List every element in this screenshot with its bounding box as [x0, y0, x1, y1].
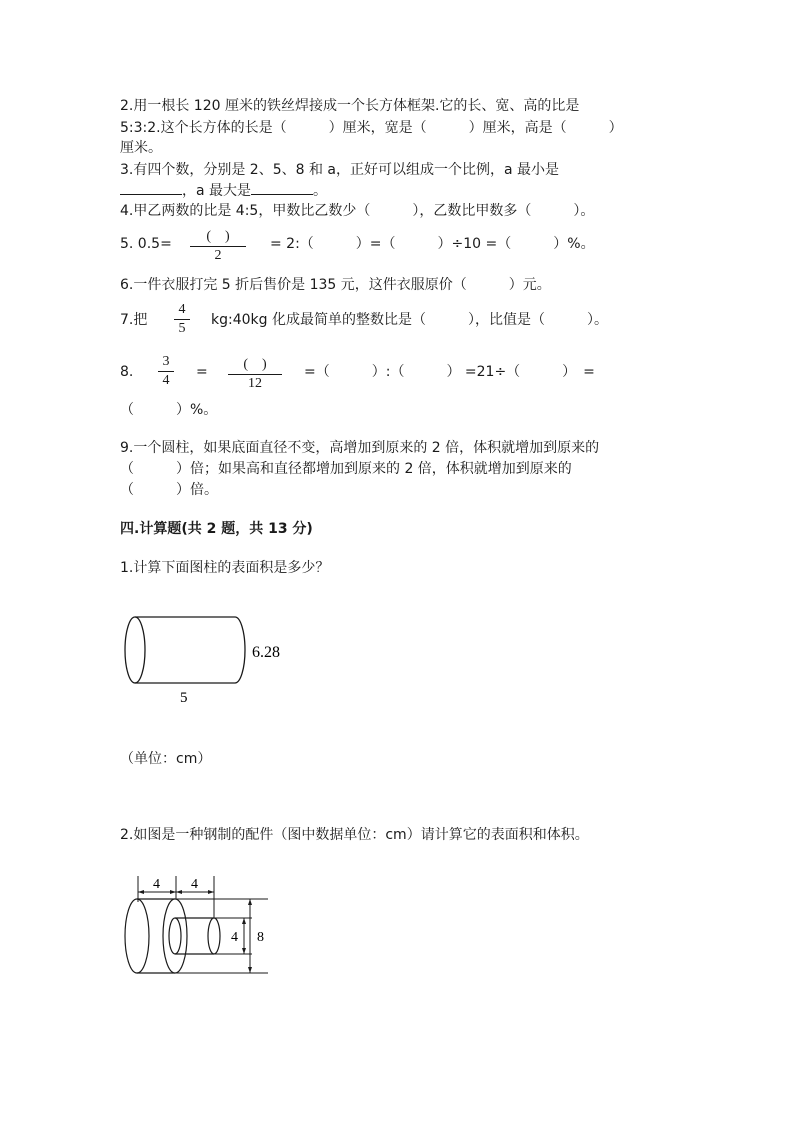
dim-label-inner: 4: [231, 930, 238, 945]
q5-prefix: 5. 0.5=: [120, 236, 172, 252]
steel-part-diagram: [118, 872, 278, 982]
q8-line2: （ ）%。: [120, 402, 218, 418]
q2-line3: 厘米。: [120, 140, 162, 156]
q6-text: 6.一件衣服打完 5 折后售价是 135 元，这件衣服原价（ ）元。: [120, 277, 551, 293]
q8-fraction-2: [228, 357, 282, 392]
q5-fraction: [190, 229, 246, 264]
cylinder-left-face: [125, 617, 145, 683]
dim-label-b: 4: [191, 877, 198, 892]
dim-label-outer: 8: [257, 930, 264, 945]
q2-line1: 2.用一根长 120 厘米的铁丝焊接成一个长方体框架.它的长、宽、高的比是: [120, 98, 580, 114]
q7-frac-den: 5: [178, 321, 186, 336]
q7-fraction: [174, 302, 190, 337]
arrow-head: [248, 967, 252, 973]
answer-blank[interactable]: [251, 180, 313, 195]
arrow-head: [170, 890, 176, 894]
q8-equals: =: [196, 364, 208, 380]
section-heading: 四.计算题(共 2 题，共 13 分): [120, 521, 313, 537]
q3-line2: [120, 180, 327, 201]
q7-suffix: kg:40kg 化成最简单的整数比是（ ），比值是（ ）。: [211, 312, 608, 328]
arrow-head: [242, 918, 246, 924]
q5-frac-den: 2: [214, 248, 222, 263]
q8-frac1-den: 4: [162, 373, 170, 388]
large-cylinder-left-face: [125, 899, 149, 973]
q8-frac2-num: ( ): [243, 357, 267, 372]
small-cylinder-right-face: [208, 918, 220, 954]
q4-text: 4.甲乙两数的比是 4:5，甲数比乙数少（ ），乙数比甲数多（ ）。: [120, 203, 595, 219]
q8-frac1-num: 3: [162, 354, 170, 369]
cylinder-diameter-label: 6.28: [252, 644, 280, 661]
q7-frac-num: 4: [178, 302, 186, 317]
arrow-head: [242, 948, 246, 954]
q8-fraction-1: [158, 354, 174, 389]
q3-line2-end: 。: [313, 183, 328, 199]
q5-frac-num: ( ): [206, 229, 230, 244]
q2-line2: 5:3:2.这个长方体的长是（ ）厘米，宽是（ ）厘米，高是（ ）: [120, 120, 623, 136]
cylinder-diagram: [118, 610, 298, 710]
cylinder-length-label: 5: [180, 690, 188, 706]
q9-line2: （ ）倍；如果高和直径都增加到原来的 2 倍，体积就增加到原来的: [120, 461, 572, 477]
cylinder-right-face: [235, 617, 245, 683]
q8-frac2-den: 12: [248, 376, 262, 391]
q5-suffix: = 2:（ ）=（ ）÷10 =（ ）%。: [270, 236, 595, 252]
q9-line3: （ ）倍。: [120, 482, 218, 498]
arrow-head: [138, 890, 144, 894]
q8-prefix: 8.: [120, 364, 134, 380]
answer-blank[interactable]: [120, 180, 182, 195]
large-cylinder-right-face: [163, 899, 187, 973]
arrow-head: [208, 890, 214, 894]
q3-line1: 3.有四个数，分别是 2、5、8 和 a，正好可以组成一个比例，a 最小是: [120, 162, 560, 178]
q3-line2-mid: ，a 最大是: [182, 183, 252, 199]
arrow-head: [248, 899, 252, 905]
dim-label-a: 4: [153, 877, 160, 892]
q9-line1: 9.一个圆柱，如果底面直径不变，高增加到原来的 2 倍，体积就增加到原来的: [120, 440, 600, 456]
q7-prefix: 7.把: [120, 312, 148, 328]
calc1-unit: （单位：cm）: [120, 751, 212, 767]
arrow-head: [176, 890, 182, 894]
calc2-question: 2.如图是一种钢制的配件（图中数据单位：cm）请计算它的表面积和体积。: [120, 827, 589, 843]
q8-suffix: =（ ）:（ ） =21÷（ ） =: [304, 364, 595, 380]
calc1-question: 1.计算下面图柱的表面积是多少？: [120, 560, 330, 576]
